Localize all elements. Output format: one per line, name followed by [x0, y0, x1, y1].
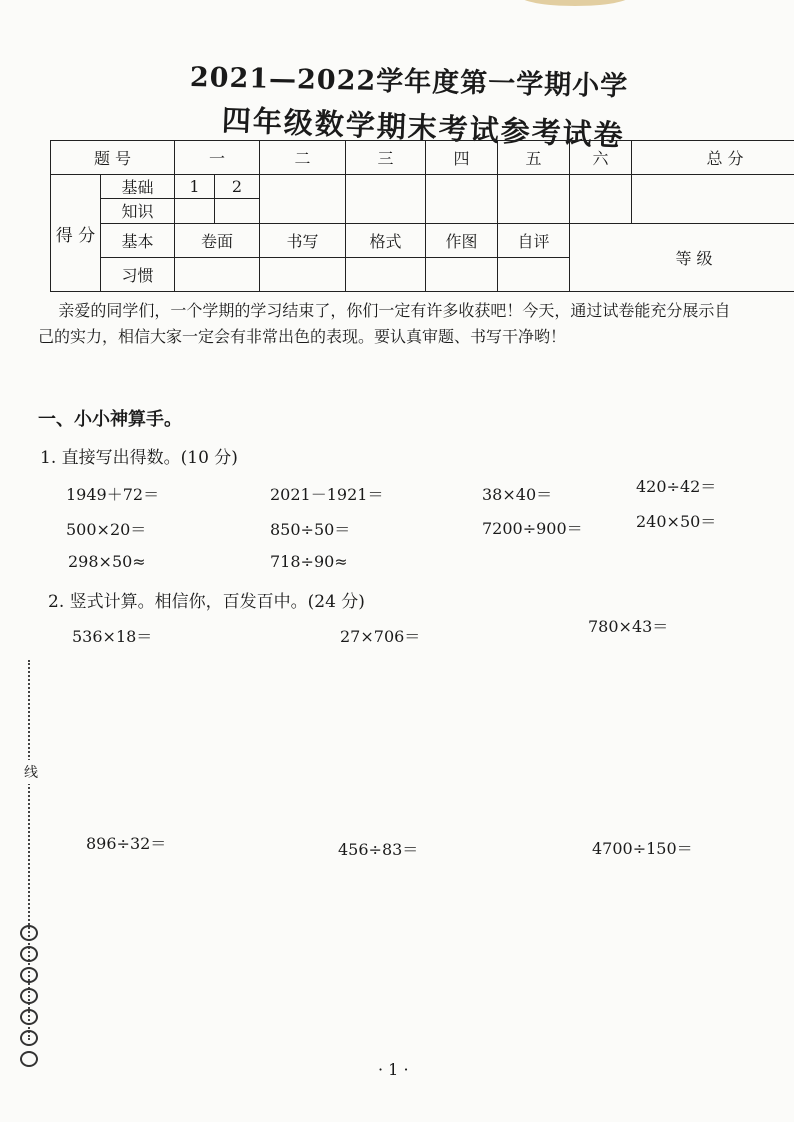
q2-item-1: 536×18＝: [72, 627, 153, 646]
q1-item-7: 7200÷900＝: [482, 519, 583, 538]
score-header-5: 五: [498, 141, 570, 175]
score-header-3: 三: [346, 141, 426, 175]
score-cell-zuotu[interactable]: [426, 257, 498, 291]
score-cell-2[interactable]: [260, 175, 346, 223]
page-number: · 1 ·: [378, 1060, 409, 1079]
q1-item-1: 1949＋72＝: [66, 485, 160, 504]
score-label-zhishi: 知识: [101, 199, 175, 223]
question-1-label: 1. 直接写出得数。(10 分): [40, 448, 238, 468]
section-1-title: 一、小小神算手。: [38, 409, 182, 430]
intro-paragraph: 亲爱的同学们，一个学期的学习结束了，你们一定有许多收获吧！今天，通过试卷能充分展示自己的实力，相信大家一定会有非常出色的表现。要认真审题、书写干净哟！: [38, 301, 731, 346]
score-label-juanmian: 卷面: [175, 223, 260, 257]
score-sub-1: 1: [175, 175, 215, 199]
q2-item-2: 27×706＝: [340, 627, 421, 646]
score-label-ziping: 自评: [498, 223, 570, 257]
score-cell-4[interactable]: [426, 175, 498, 223]
top-edge-smudge: [520, 0, 630, 6]
score-cell-shuxie[interactable]: [260, 257, 346, 291]
score-cell-ziping[interactable]: [498, 257, 570, 291]
title-line-1: 2021—2022学年度第一学期小学: [189, 62, 629, 103]
q2-item-5: 456÷83＝: [338, 840, 419, 859]
score-cell-3[interactable]: [346, 175, 426, 223]
score-label-jichu: 基础: [101, 175, 175, 199]
score-cell-6[interactable]: [570, 175, 632, 223]
binding-line-label: 线: [24, 760, 38, 784]
q1-item-9: 298×50≈: [68, 552, 146, 571]
score-label-dengji: 等 级: [570, 223, 794, 291]
binding-holes: [20, 925, 38, 1072]
question-2-label: 2. 竖式计算。相信你，百发百中。(24 分): [48, 592, 365, 612]
q1-item-2: 2021－1921＝: [270, 485, 384, 504]
score-sub-2: 2: [215, 175, 260, 199]
q2-item-3: 780×43＝: [588, 617, 669, 636]
score-cell-1-2[interactable]: [215, 199, 260, 223]
score-cell-total[interactable]: [632, 175, 794, 223]
score-cell-juanmian[interactable]: [175, 257, 260, 291]
score-label-jiben: 基本: [101, 223, 175, 257]
title-line-2: 四年级数学期末考试参考试卷: [221, 103, 626, 153]
score-cell-5[interactable]: [498, 175, 570, 223]
score-header-total: 总 分: [632, 141, 794, 175]
q2-item-6: 4700÷150＝: [592, 839, 693, 858]
q1-item-10: 718÷90≈: [270, 552, 348, 571]
q1-item-8: 240×50＝: [636, 512, 717, 531]
score-table: [50, 140, 744, 292]
score-header-6: 六: [570, 141, 632, 175]
q2-item-4: 896÷32＝: [86, 834, 167, 853]
q1-item-3: 38×40＝: [482, 485, 553, 504]
score-label-geshi: 格式: [346, 223, 426, 257]
q1-item-4: 420÷42＝: [636, 477, 717, 496]
score-label-defen: 得 分: [51, 175, 101, 292]
q1-item-6: 850÷50＝: [270, 520, 351, 539]
score-label-shuxie: 书写: [260, 223, 346, 257]
score-label-zuotu: 作图: [426, 223, 498, 257]
score-header-2: 二: [260, 141, 346, 175]
q1-item-5: 500×20＝: [66, 520, 147, 539]
score-label-xiguan: 习惯: [101, 257, 175, 291]
score-header-tihao: 题 号: [51, 141, 175, 175]
score-header-1: 一: [175, 141, 260, 175]
score-cell-geshi[interactable]: [346, 257, 426, 291]
score-cell-1-1[interactable]: [175, 199, 215, 223]
score-header-4: 四: [426, 141, 498, 175]
